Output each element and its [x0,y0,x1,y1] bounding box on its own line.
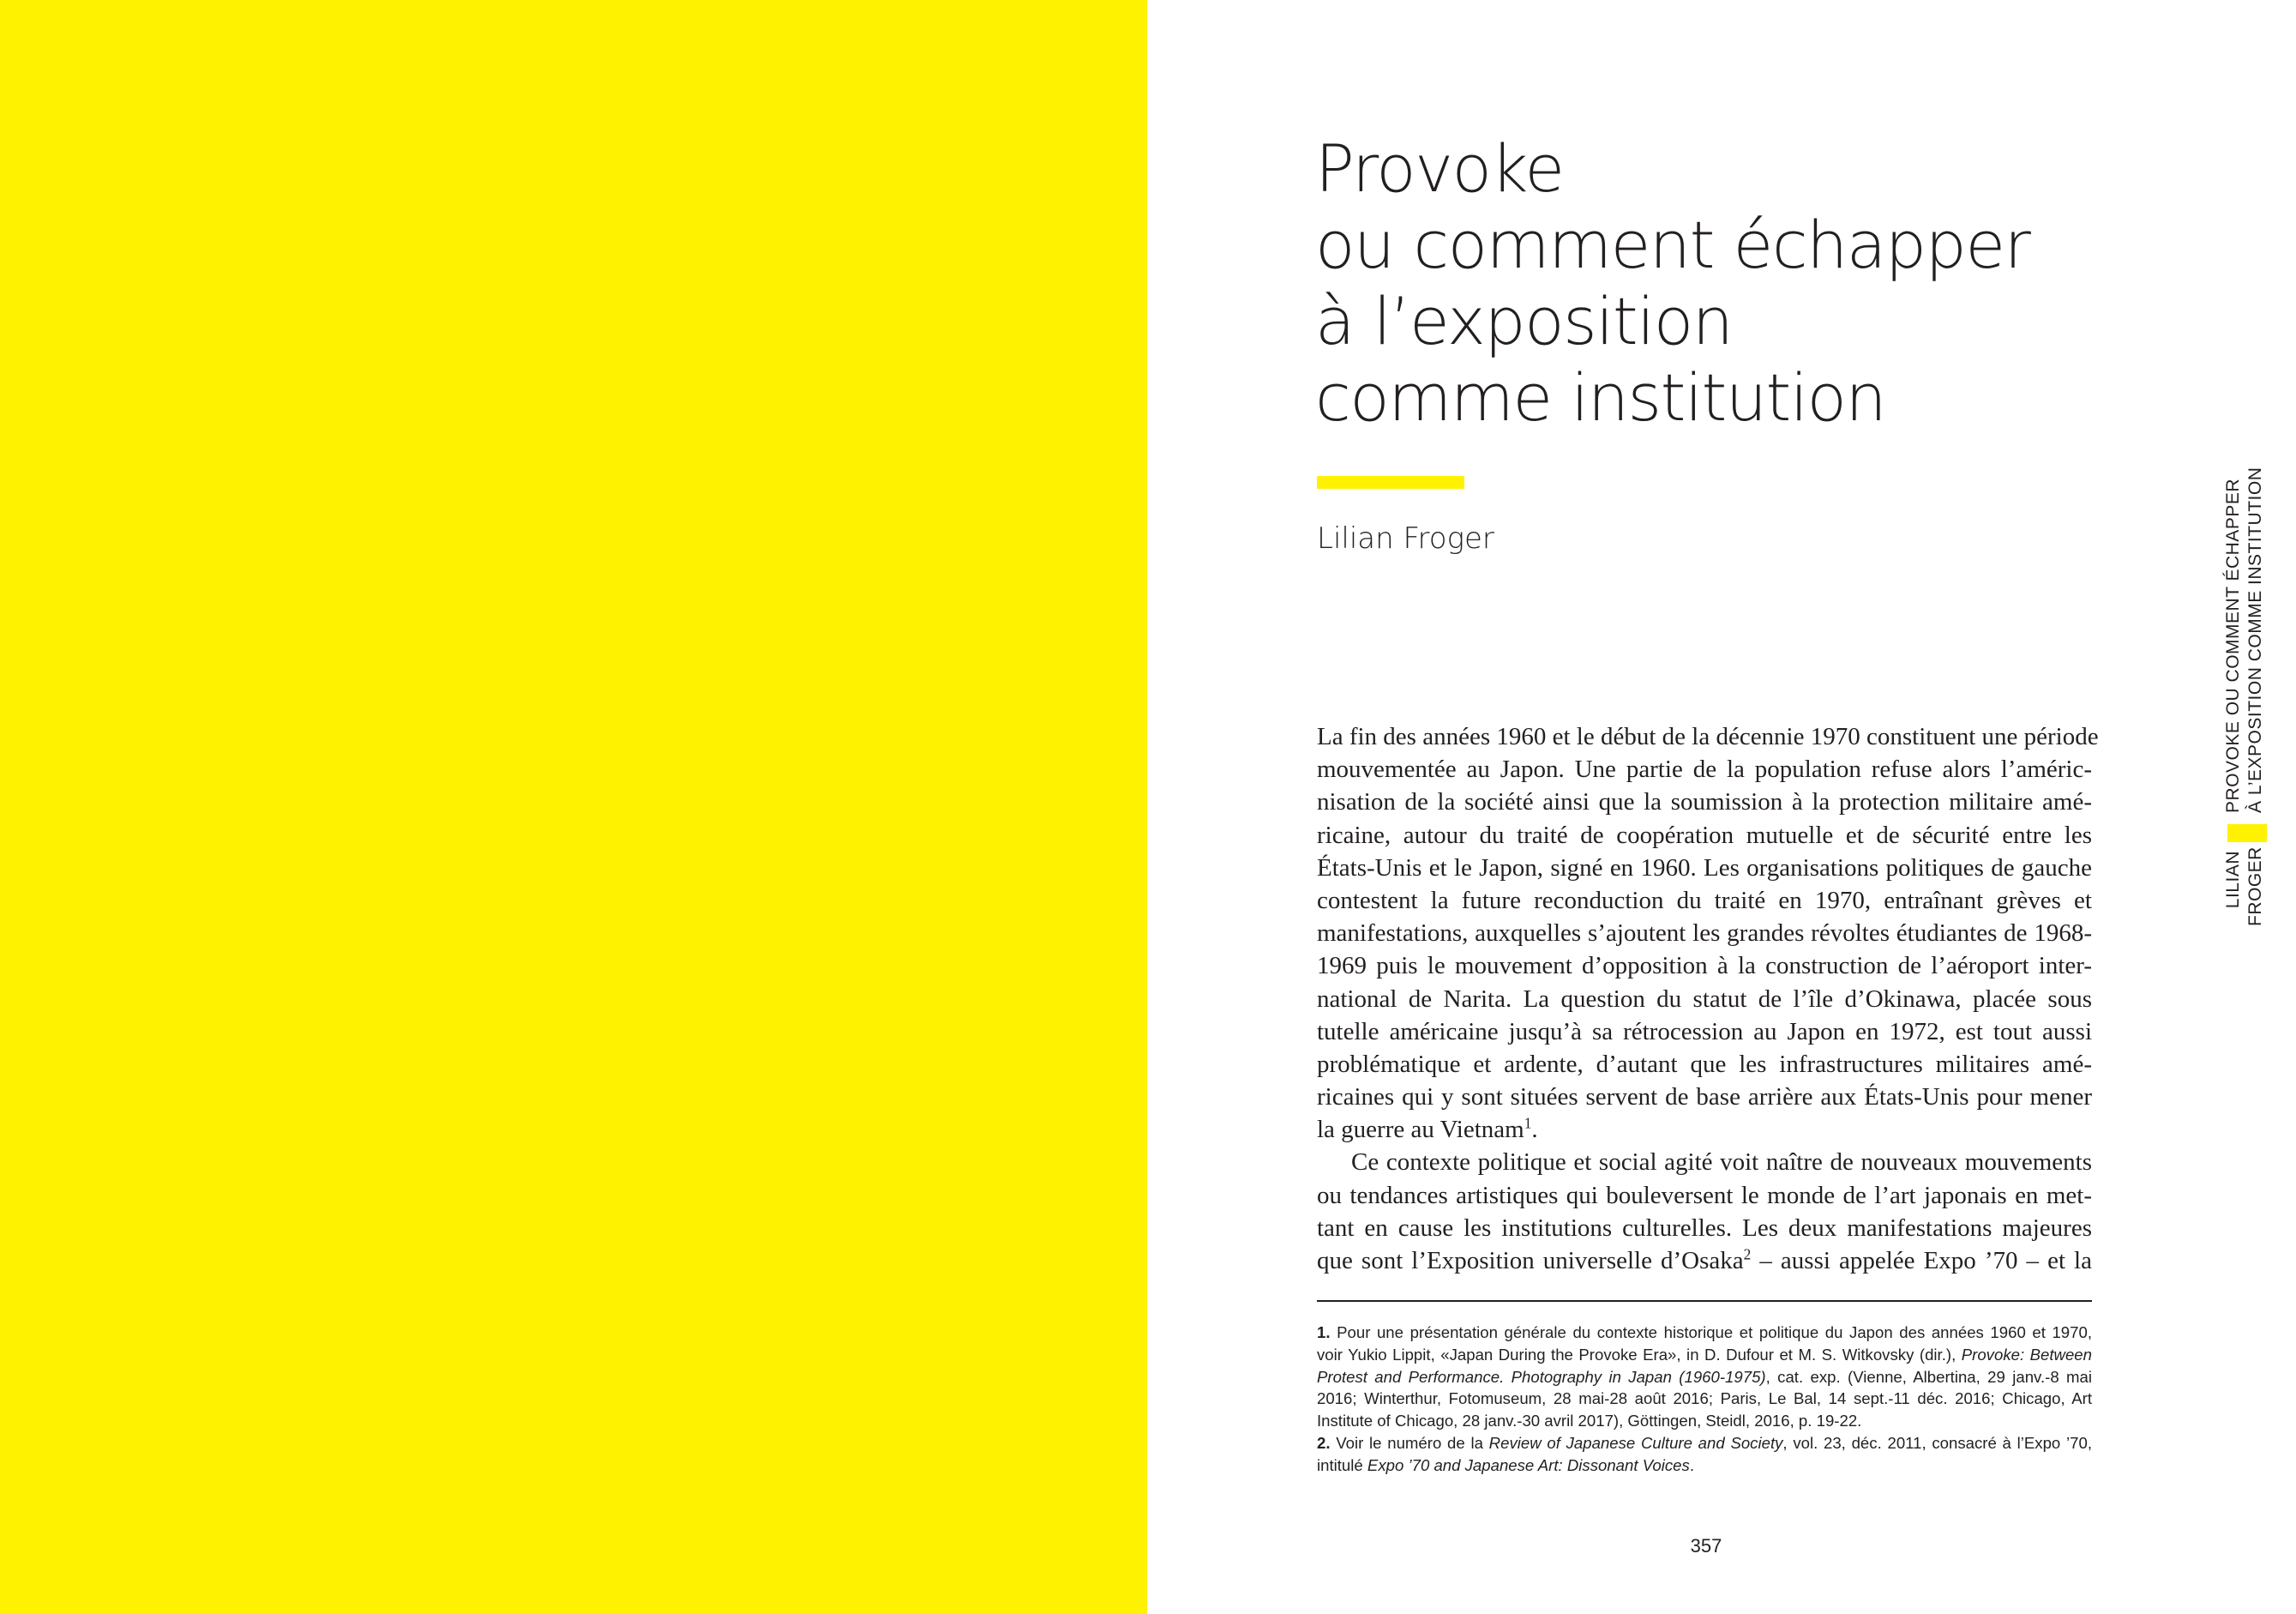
body-line: contestent la future reconduction du traité en 1970, entraînant grèves et [1317,886,2092,914]
footnote-2 [1317,1432,2092,1454]
body-line-text: la guerre au Vietnam [1317,1116,1524,1144]
article-title [1315,130,2087,436]
body-line: ricaine, autour du traité de coopération mutuelle et de sécurité entre les [1317,821,2092,849]
body-line [1317,1244,2092,1277]
footnote-number: 2. [1317,1433,1331,1452]
running-head-title-line: PROVOKE OU COMMENT ÉCHAPPER [2223,478,2243,813]
footnote-text: . [1689,1455,1694,1474]
body-line: 1969 puis le mouvement d’opposition à la construction de l’aéroport inter- [1317,952,2092,980]
title-line: comme institution [1315,359,1886,436]
body-line-text: que sont l’Exposition universelle d’Osaka [1317,1247,1744,1274]
running-head-author-line: LILIAN [2223,851,2243,909]
footnote-text: Pour une présentation générale du contexte historique et politique du Japon des années 1960 et 1970, [1337,1323,2092,1341]
running-head-accent-bar [2227,824,2267,842]
footnote-number: 1. [1317,1323,1331,1341]
footnote-line: 2016; Winterthur, Fotomuseum, 28 mai-28 août 2016; Paris, Le Bal, 14 sept.-11 déc. 2016; Chicago, Art [1317,1389,2092,1408]
body-line-text: – aussi appelée Expo ’70 – et la [1751,1247,2092,1274]
vertical-running-head [2222,467,2270,926]
footnote-italic: Expo ’70 and Japanese Art: Dissonant Voices [1367,1455,1690,1474]
body-line [1317,1113,2092,1146]
footnote-1 [1317,1322,2092,1344]
body-line: États-Unis et le Japon, signé en 1960. Les organisations politiques de gauche [1317,853,2092,882]
footnote-text: Voir le numéro de la [1336,1433,1489,1452]
page-number: 357 [1690,1535,1722,1557]
footnote-text: , vol. 23, déc. 2011, consacré à l’Expo ’70, [1782,1433,2092,1452]
footnote-line [1317,1366,2092,1388]
footnote-italic: Provoke: Between [1961,1345,2092,1364]
title-line: ou comment échapper [1315,207,2030,283]
line-end-punct: . [1531,1116,1538,1144]
footnotes [1317,1322,2092,1477]
body-line: nisation de la société ainsi que la soumission à la protection militaire amé- [1317,788,2092,816]
footnote-line [1317,1454,2092,1477]
body-line: problématique et ardente, d’autant que les infrastructures militaires amé- [1317,1050,2092,1078]
title-line: à l’exposition [1315,283,1733,359]
footnote-line [1317,1344,2092,1366]
running-head-title [2222,467,2267,813]
body-line: ricaines qui y sont situées servent de base arrière aux États-Unis pour mener [1317,1083,2092,1111]
footnote-ref: 2 [1743,1245,1752,1263]
footnote-line: Institute of Chicago, 28 janv.-30 avril 2017), Göttingen, Steidl, 2016, p. 19-22. [1317,1412,1862,1430]
body-line: ou tendances artistiques qui bouleversent le monde de l’art japonais en met- [1317,1181,2092,1209]
title-line: Provoke [1315,130,1564,207]
running-head-title-line: À L’EXPOSITION COMME INSTITUTION [2245,467,2265,813]
body-line: La fin des années 1960 et le début de la décennie 1970 constituent une période [1317,723,2099,750]
body-text [1317,720,2099,1277]
body-line: mouvementée au Japon. Une partie de la population refuse alors l’améric- [1317,756,2092,784]
title-accent-bar [1317,476,1464,489]
body-line: manifestations, auxquelles s’ajoutent les grandes révoltes étudiantes de 1968- [1317,919,2092,948]
running-head-author-line: FROGER [2245,846,2265,926]
body-line: tant en cause les institutions culturelles. Les deux manifestations majeures [1317,1214,2092,1242]
footnote-italic: Protest and Performance. Photography in Japan (1960-1975) [1317,1367,1766,1386]
article-author: Lilian Froger [1317,521,1494,556]
footnote-ref: 1 [1524,1114,1532,1132]
body-line: tutelle américaine jusqu’à sa rétrocession au Japon en 1972, est tout aussi [1317,1017,2092,1045]
body-line: national de Narita. La question du statut de l’île d’Okinawa, placée sous [1317,985,2092,1013]
footnote-separator [1317,1300,2092,1302]
footnote-text: , cat. exp. (Vienne, Albertina, 29 janv.-8 mai [1765,1367,2092,1386]
footnote-italic: Review of Japanese Culture and Society [1488,1433,1783,1452]
footnote-text: voir Yukio Lippit, «Japan During the Provoke Era», in D. Dufour et M. S. Witkovsky (dir.), [1317,1345,1962,1364]
body-line: Ce contexte politique et social agité voit naître de nouveaux mouvements [1351,1148,2092,1177]
footnote-text: intitulé [1317,1455,1367,1474]
yellow-left-page [0,0,1147,1614]
running-head-author [2222,846,2267,926]
